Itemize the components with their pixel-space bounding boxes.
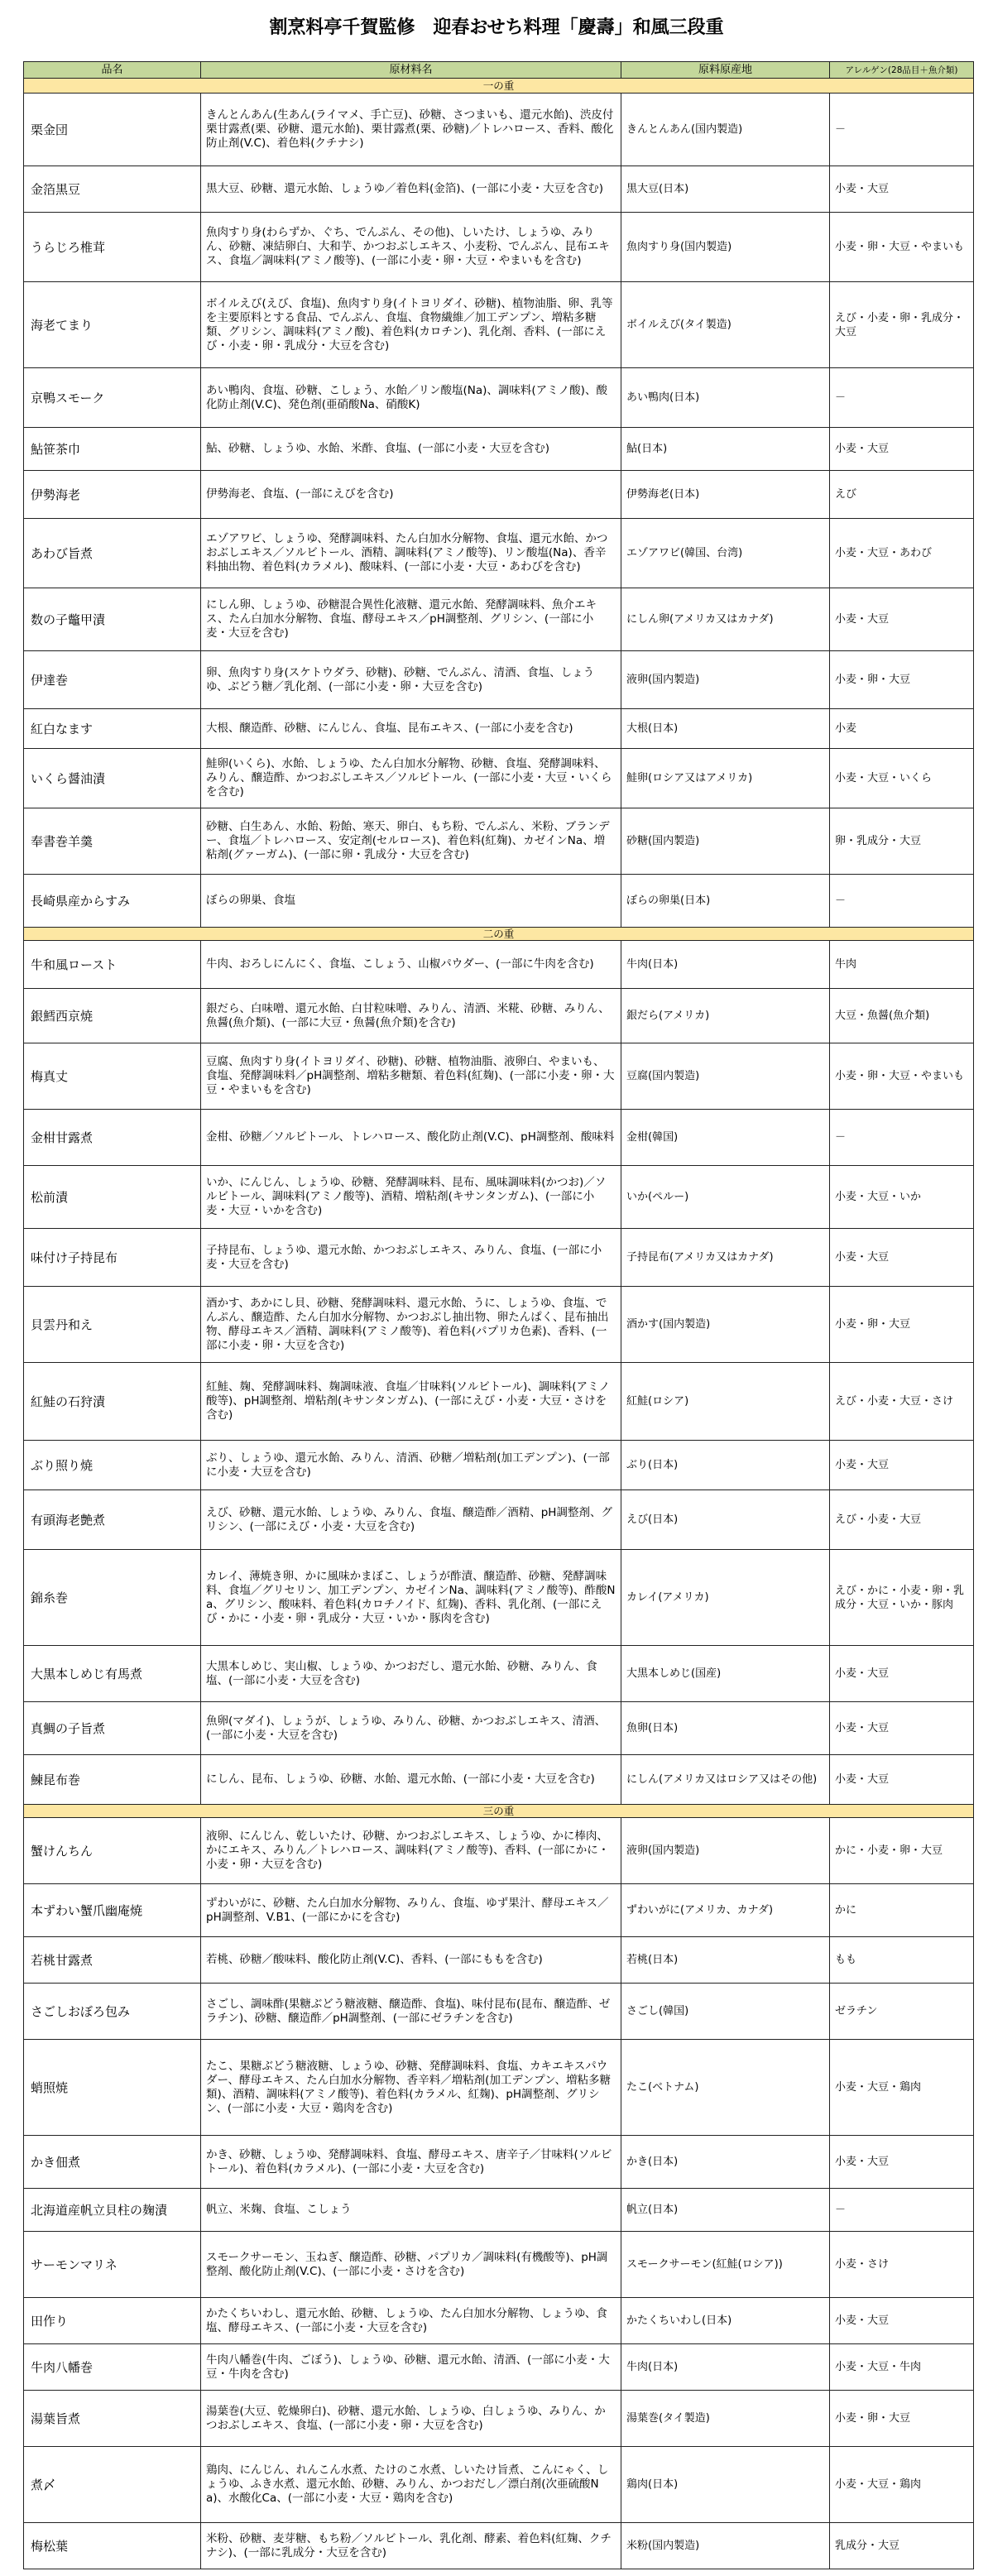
table-row xyxy=(24,519,974,588)
column-header-ingredients: 原材料名 xyxy=(201,62,621,79)
table-row xyxy=(24,749,974,808)
allergens-cell: えび・小麦・大豆 xyxy=(830,1490,974,1550)
section-label: 二の重 xyxy=(24,928,974,941)
ingredients-cell: 湯葉巻(大豆、乾燥卵白)、砂糖、還元水飴、しょうゆ、白しょうゆ、みりん、かつおぶしエキス、食塩、(一部に小麦・卵・大豆を含む) xyxy=(201,2391,621,2447)
item-name-cell: サーモンマリネ xyxy=(24,2232,201,2298)
origin-cell: スモークサーモン(紅鮭(ロシア)) xyxy=(621,2232,830,2298)
origin-cell: エゾアワビ(韓国、台湾) xyxy=(621,519,830,588)
origin-cell: きんとんあん(国内製造) xyxy=(621,94,830,166)
table-row xyxy=(24,941,974,989)
table-row xyxy=(24,2189,974,2232)
origin-cell: 米粉(国内製造) xyxy=(621,2523,830,2569)
table-row xyxy=(24,1755,974,1805)
header-row xyxy=(24,62,974,79)
item-name-cell: 伊勢海老 xyxy=(24,471,201,519)
ingredients-cell: にしん卵、しょうゆ、砂糖混合異性化液糖、還元水飴、発酵調味料、魚介エキス、たん白加水分解物、食塩、酵母エキス／pH調整剤、グリシン、(一部に小麦・大豆を含む) xyxy=(201,588,621,651)
item-name-cell: うらじろ椎茸 xyxy=(24,213,201,282)
ingredients-cell: 銀だら、白味噌、還元水飴、白甘粒味噌、みりん、清酒、米糀、砂糖、みりん、魚醤(魚介類)、(一部に大豆・魚醤(魚介類)を含む) xyxy=(201,989,621,1043)
section-label: 一の重 xyxy=(24,79,974,94)
section-header-row xyxy=(24,928,974,941)
ingredients-cell: えび、砂糖、還元水飴、しょうゆ、みりん、食塩、醸造酢／酒精、pH調整剤、グリシン、(一部にえび・小麦・大豆を含む) xyxy=(201,1490,621,1550)
ingredients-cell: 帆立、米麹、食塩、こしょう xyxy=(201,2189,621,2232)
table-row xyxy=(24,808,974,875)
allergens-cell: 小麦・大豆 xyxy=(830,166,974,213)
table-row xyxy=(24,471,974,519)
item-name-cell: 北海道産帆立貝柱の麹漬 xyxy=(24,2189,201,2232)
ingredients-cell: 酒かす、あかにし貝、砂糖、発酵調味料、還元水飴、うに、しょうゆ、食塩、でんぷん、醸造酢、たん白加水分解物、かつおぶし抽出物、卵たんぱく、昆布抽出物、酵母エキス／酒精、調味料(アミノ酸等)、着色料(パプリカ色素)、香料、(一部に小麦・卵・大豆を含む) xyxy=(201,1287,621,1363)
origin-cell: ボイルえび(タイ製造) xyxy=(621,282,830,368)
table-row xyxy=(24,1363,974,1441)
origin-cell: 牛肉(日本) xyxy=(621,941,830,989)
document-title: 割烹料亭千賀監修 迎春おせち料理「慶壽」和風三段重 xyxy=(269,17,724,38)
origin-cell: ぼらの卵巣(日本) xyxy=(621,875,830,928)
ingredients-cell: エゾアワビ、しょうゆ、発酵調味料、たん白加水分解物、食塩、還元水飴、かつおぶしエキス／ソルビトール、酒精、調味料(アミノ酸等)、リン酸塩(Na)、香辛料抽出物、着色料(カラメル)、酸味料、(一部に小麦・大豆・あわびを含む) xyxy=(201,519,621,588)
table-row xyxy=(24,2232,974,2298)
allergens-cell: かに xyxy=(830,1884,974,1937)
allergens-cell: 牛肉 xyxy=(830,941,974,989)
table-row xyxy=(24,709,974,749)
item-name-cell: いくら醤油漬 xyxy=(24,749,201,808)
item-name-cell: 本ずわい蟹爪幽庵焼 xyxy=(24,1884,201,1937)
allergens-cell: えび・小麦・大豆・さけ xyxy=(830,1363,974,1441)
ingredients-cell: 牛肉、おろしにんにく、食塩、こしょう、山椒パウダー、(一部に牛肉を含む) xyxy=(201,941,621,989)
allergens-cell: 小麦・大豆 xyxy=(830,2298,974,2344)
ingredients-cell: カレイ、薄焼き卵、かに風味かまぼこ、しょうが酢漬、醸造酢、砂糖、発酵調味料、食塩／グリセリン、加工デンプン、カゼインNa、調味料(アミノ酸等)、酢酸Na、グリシン、酸味料、着色料(カロチノイド、紅麹)、香料、乳化剤、(一部にえび・かに・小麦・卵・乳成分・大豆・いか・豚肉を含む) xyxy=(201,1550,621,1646)
item-name-cell: 真鯛の子旨煮 xyxy=(24,1702,201,1755)
origin-cell: 大黒本しめじ(国産) xyxy=(621,1646,830,1702)
ingredients-cell: 紅鮭、麹、発酵調味料、麹調味液、食塩／甘味料(ソルビトール)、調味料(アミノ酸等)、pH調整剤、増粘剤(キサンタンガム)、(一部にえび・小麦・大豆・さけを含む) xyxy=(201,1363,621,1441)
origin-cell: 鶏肉(日本) xyxy=(621,2447,830,2523)
allergens-cell: 小麦・大豆・鶏肉 xyxy=(830,2447,974,2523)
origin-cell: にしん卵(アメリカ又はカナダ) xyxy=(621,588,830,651)
allergens-cell: 小麦・大豆 xyxy=(830,1229,974,1287)
ingredients-cell: にしん、昆布、しょうゆ、砂糖、水飴、還元水飴、(一部に小麦・大豆を含む) xyxy=(201,1755,621,1805)
ingredients-cell: 若桃、砂糖／酸味料、酸化防止剤(V.C)、香料、(一部にももを含む) xyxy=(201,1937,621,1984)
table-row xyxy=(24,2298,974,2344)
ingredients-cell: 黒大豆、砂糖、還元水飴、しょうゆ／着色料(金箔)、(一部に小麦・大豆を含む) xyxy=(201,166,621,213)
item-name-cell: 紅白なます xyxy=(24,709,201,749)
allergens-cell: 小麦・大豆 xyxy=(830,1646,974,1702)
allergens-cell: － xyxy=(830,1110,974,1166)
allergens-cell: もも xyxy=(830,1937,974,1984)
allergens-cell: 小麦・大豆・牛肉 xyxy=(830,2344,974,2391)
allergens-cell: えび・かに・小麦・卵・乳成分・大豆・いか・豚肉 xyxy=(830,1550,974,1646)
item-name-cell: 銀鱈西京焼 xyxy=(24,989,201,1043)
item-name-cell: 松前漬 xyxy=(24,1166,201,1229)
origin-cell: たこ(ベトナム) xyxy=(621,2040,830,2136)
allergens-cell: 小麦・大豆・あわび xyxy=(830,519,974,588)
item-name-cell: 若桃甘露煮 xyxy=(24,1937,201,1984)
ingredients-cell: 砂糖、白生あん、水飴、粉飴、寒天、卵白、もち粉、でんぷん、米粉、ブランデー、食塩／トレハロース、安定剤(セルロース)、着色料(紅麹)、カゼインNa、増粘剤(グァーガム)、(一部に卵・乳成分・大豆を含む) xyxy=(201,808,621,875)
origin-cell: ずわいがに(アメリカ、カナダ) xyxy=(621,1884,830,1937)
allergens-cell: かに・小麦・卵・大豆 xyxy=(830,1818,974,1884)
ingredients-cell: 魚卵(マダイ)、しょうが、しょうゆ、みりん、砂糖、かつおぶしエキス、清酒、(一部に小麦・大豆を含む) xyxy=(201,1702,621,1755)
table-row xyxy=(24,875,974,928)
item-name-cell: 蛸照焼 xyxy=(24,2040,201,2136)
allergens-cell: 小麦・大豆 xyxy=(830,2136,974,2189)
table-header xyxy=(24,62,974,79)
origin-cell: 魚肉すり身(国内製造) xyxy=(621,213,830,282)
table-row xyxy=(24,368,974,428)
item-name-cell: 湯葉旨煮 xyxy=(24,2391,201,2447)
section-label: 三の重 xyxy=(24,1805,974,1818)
item-name-cell: 貝雲丹和え xyxy=(24,1287,201,1363)
origin-cell: 魚卵(日本) xyxy=(621,1702,830,1755)
item-name-cell: ぶり照り焼 xyxy=(24,1441,201,1490)
allergens-cell: － xyxy=(830,875,974,928)
item-name-cell: 牛和風ロースト xyxy=(24,941,201,989)
origin-cell: 液卵(国内製造) xyxy=(621,1818,830,1884)
item-name-cell: 金柑甘露煮 xyxy=(24,1110,201,1166)
ingredients-cell: 金柑、砂糖／ソルビトール、トレハロース、酸化防止剤(V.C)、pH調整剤、酸味料 xyxy=(201,1110,621,1166)
allergens-cell: 大豆・魚醤(魚介類) xyxy=(830,989,974,1043)
ingredients-cell: 鶏肉、にんじん、れんこん水煮、たけのこ水煮、しいたけ旨煮、こんにゃく、しょうゆ、ふき水煮、還元水飴、砂糖、みりん、かつおだし／漂白剤(次亜硫酸Na)、水酸化Ca、(一部に小麦・大豆・鶏肉を含む) xyxy=(201,2447,621,2523)
table-row xyxy=(24,1166,974,1229)
allergens-cell: 小麦・卵・大豆 xyxy=(830,651,974,709)
origin-cell: 紅鮭(ロシア) xyxy=(621,1363,830,1441)
table-body xyxy=(24,79,974,2569)
column-header-allergens: アレルゲン(28品目＋魚介類) xyxy=(830,62,974,79)
allergens-cell: ゼラチン xyxy=(830,1984,974,2040)
allergens-cell: － xyxy=(830,2189,974,2232)
table-row xyxy=(24,1287,974,1363)
ingredients-cell: ずわいがに、砂糖、たん白加水分解物、みりん、食塩、ゆず果汁、酵母エキス／pH調整剤、V.B1、(一部にかにを含む) xyxy=(201,1884,621,1937)
ingredients-cell: 伊勢海老、食塩、(一部にえびを含む) xyxy=(201,471,621,519)
ingredients-cell: 卵、魚肉すり身(スケトウダラ、砂糖)、砂糖、でんぷん、清酒、食塩、しょうゆ、ぶどう糖／乳化剤、(一部に小麦・卵・大豆を含む) xyxy=(201,651,621,709)
origin-cell: 黒大豆(日本) xyxy=(621,166,830,213)
origin-cell: えび(日本) xyxy=(621,1490,830,1550)
ingredients-cell: 牛肉八幡巻(牛肉、ごぼう)、しょうゆ、砂糖、還元水飴、清酒、(一部に小麦・大豆・牛肉を含む) xyxy=(201,2344,621,2391)
ingredients-cell: 米粉、砂糖、麦芽糖、もち粉／ソルビトール、乳化剤、酵素、着色料(紅麹、クチナシ)、(一部に乳成分・大豆を含む) xyxy=(201,2523,621,2569)
ingredients-cell: たこ、果糖ぶどう糖液糖、しょうゆ、砂糖、発酵調味料、食塩、カキエキスパウダー、酵母エキス、たん白加水分解物、香辛料／増粘剤(加工デンプン、増粘多糖類)、酒精、調味料(アミノ酸等)、着色料(カラメル、紅麹)、pH調整剤、グリシン、(一部に小麦・大豆・鶏肉を含む) xyxy=(201,2040,621,2136)
allergens-cell: 小麦・さけ xyxy=(830,2232,974,2298)
origin-cell: ぶり(日本) xyxy=(621,1441,830,1490)
table-row xyxy=(24,2344,974,2391)
item-name-cell: 伊達巻 xyxy=(24,651,201,709)
table-row xyxy=(24,2447,974,2523)
item-name-cell: 鮎笹茶巾 xyxy=(24,428,201,471)
table-row xyxy=(24,1229,974,1287)
ingredients-cell: 子持昆布、しょうゆ、還元水飴、かつおぶしエキス、みりん、食塩、(一部に小麦・大豆を含む) xyxy=(201,1229,621,1287)
ingredients-cell: かき、砂糖、しょうゆ、発酵調味料、食塩、酵母エキス、唐辛子／甘味料(ソルビトール)、着色料(カラメル)、(一部に小麦・大豆を含む) xyxy=(201,2136,621,2189)
table-row xyxy=(24,1550,974,1646)
table-row xyxy=(24,213,974,282)
origin-cell: 伊勢海老(日本) xyxy=(621,471,830,519)
origin-cell: 鮎(日本) xyxy=(621,428,830,471)
ingredients-cell: いか、にんじん、しょうゆ、砂糖、発酵調味料、昆布、風味調味料(かつお)／ソルビトール、調味料(アミノ酸等)、酒精、増粘剤(キサンタンガム)、(一部に小麦・大豆・いかを含む) xyxy=(201,1166,621,1229)
allergens-cell: 小麦・大豆 xyxy=(830,428,974,471)
ingredients-cell: さごし、調味酢(果糖ぶどう糖液糖、醸造酢、食塩)、味付昆布(昆布、醸造酢、ゼラチン)、砂糖、醸造酢／pH調整剤、(一部にゼラチンを含む) xyxy=(201,1984,621,2040)
item-name-cell: 鰊昆布巻 xyxy=(24,1755,201,1805)
allergens-cell: 小麦・卵・大豆 xyxy=(830,2391,974,2447)
table-row xyxy=(24,94,974,166)
table-row xyxy=(24,588,974,651)
item-name-cell: 煮〆 xyxy=(24,2447,201,2523)
table-row xyxy=(24,989,974,1043)
section-header-row xyxy=(24,79,974,94)
ingredients-cell: 大黒本しめじ、実山椒、しょうゆ、かつおだし、還元水飴、砂糖、みりん、食塩、(一部に小麦・大豆を含む) xyxy=(201,1646,621,1702)
origin-cell: 金柑(韓国) xyxy=(621,1110,830,1166)
allergens-cell: 小麦・大豆・鶏肉 xyxy=(830,2040,974,2136)
allergens-cell: － xyxy=(830,94,974,166)
item-name-cell: 錦糸巻 xyxy=(24,1550,201,1646)
item-name-cell: 海老てまり xyxy=(24,282,201,368)
ingredients-cell: 鮭卵(いくら)、水飴、しょうゆ、たん白加水分解物、砂糖、食塩、発酵調味料、みりん、醸造酢、かつおぶしエキス／ソルビトール、(一部に小麦・大豆・いくらを含む) xyxy=(201,749,621,808)
ingredients-table xyxy=(23,61,974,2569)
table-row xyxy=(24,428,974,471)
table-row xyxy=(24,1043,974,1110)
allergens-cell: 小麦・大豆 xyxy=(830,1702,974,1755)
origin-cell: 牛肉(日本) xyxy=(621,2344,830,2391)
allergens-cell: 小麦・卵・大豆・やまいも xyxy=(830,1043,974,1110)
allergens-cell: 小麦・大豆 xyxy=(830,1441,974,1490)
item-name-cell: 長崎県産からすみ xyxy=(24,875,201,928)
table-row xyxy=(24,1818,974,1884)
item-name-cell: 田作り xyxy=(24,2298,201,2344)
origin-cell: 大根(日本) xyxy=(621,709,830,749)
item-name-cell: かき佃煮 xyxy=(24,2136,201,2189)
allergens-cell: えび xyxy=(830,471,974,519)
table-row xyxy=(24,1646,974,1702)
origin-cell: かたくちいわし(日本) xyxy=(621,2298,830,2344)
origin-cell: 子持昆布(アメリカ又はカナダ) xyxy=(621,1229,830,1287)
item-name-cell: 蟹けんちん xyxy=(24,1818,201,1884)
origin-cell: カレイ(アメリカ) xyxy=(621,1550,830,1646)
allergens-cell: 乳成分・大豆 xyxy=(830,2523,974,2569)
item-name-cell: 紅鮭の石狩漬 xyxy=(24,1363,201,1441)
allergens-cell: 小麦・大豆 xyxy=(830,1755,974,1805)
item-name-cell: 牛肉八幡巻 xyxy=(24,2344,201,2391)
origin-cell: 銀だら(アメリカ) xyxy=(621,989,830,1043)
allergens-cell: 小麦・大豆 xyxy=(830,588,974,651)
item-name-cell: 栗金団 xyxy=(24,94,201,166)
section-header-row xyxy=(24,1805,974,1818)
origin-cell: 若桃(日本) xyxy=(621,1937,830,1984)
table-row xyxy=(24,2040,974,2136)
column-header-name: 品名 xyxy=(24,62,201,79)
item-name-cell: 有頭海老艶煮 xyxy=(24,1490,201,1550)
allergens-cell: 小麦・大豆・いくら xyxy=(830,749,974,808)
item-name-cell: 奉書巻羊羹 xyxy=(24,808,201,875)
item-name-cell: 京鴨スモーク xyxy=(24,368,201,428)
ingredients-cell: ぼらの卵巣、食塩 xyxy=(201,875,621,928)
origin-cell: 湯葉巻(タイ製造) xyxy=(621,2391,830,2447)
table-row xyxy=(24,282,974,368)
ingredients-cell: 豆腐、魚肉すり身(イトヨリダイ、砂糖)、砂糖、植物油脂、液卵白、やまいも、食塩、発酵調味料／pH調整剤、増粘多糖類、着色料(紅麹)、(一部に小麦・卵・大豆・やまいもを含む) xyxy=(201,1043,621,1110)
column-header-origin: 原料原産地 xyxy=(621,62,830,79)
origin-cell: 砂糖(国内製造) xyxy=(621,808,830,875)
table-row xyxy=(24,1884,974,1937)
origin-cell: 帆立(日本) xyxy=(621,2189,830,2232)
allergens-cell: えび・小麦・卵・乳成分・大豆 xyxy=(830,282,974,368)
origin-cell: 豆腐(国内製造) xyxy=(621,1043,830,1110)
table-row xyxy=(24,651,974,709)
origin-cell: 液卵(国内製造) xyxy=(621,651,830,709)
origin-cell: かき(日本) xyxy=(621,2136,830,2189)
allergens-cell: 小麦・大豆・いか xyxy=(830,1166,974,1229)
table-row xyxy=(24,166,974,213)
item-name-cell: 大黒本しめじ有馬煮 xyxy=(24,1646,201,1702)
origin-cell: さごし(韓国) xyxy=(621,1984,830,2040)
item-name-cell: 味付け子持昆布 xyxy=(24,1229,201,1287)
item-name-cell: 数の子鼈甲漬 xyxy=(24,588,201,651)
ingredients-cell: きんとんあん(生あん(ライマメ、手亡豆)、砂糖、さつまいも、還元水飴)、渋皮付栗甘露煮(栗、砂糖、還元水飴)、栗甘露煮(栗、砂糖)／トレハロース、香料、酸化防止剤(V.C)、着色料(クチナシ) xyxy=(201,94,621,166)
allergens-cell: 小麦 xyxy=(830,709,974,749)
origin-cell: にしん(アメリカ又はロシア又はその他) xyxy=(621,1755,830,1805)
table-row xyxy=(24,1702,974,1755)
ingredients-cell: かたくちいわし、還元水飴、砂糖、しょうゆ、たん白加水分解物、しょうゆ、食塩、酵母エキス、(一部に小麦・大豆を含む) xyxy=(201,2298,621,2344)
table-row xyxy=(24,1937,974,1984)
ingredients-cell: スモークサーモン、玉ねぎ、醸造酢、砂糖、パプリカ／調味料(有機酸等)、pH調整剤、酸化防止剤(V.C)、(一部に小麦・さけを含む) xyxy=(201,2232,621,2298)
item-name-cell: 梅真丈 xyxy=(24,1043,201,1110)
item-name-cell: あわび旨煮 xyxy=(24,519,201,588)
allergens-cell: 小麦・卵・大豆 xyxy=(830,1287,974,1363)
ingredients-cell: 液卵、にんじん、乾しいたけ、砂糖、かつおぶしエキス、しょうゆ、かに棒肉、かにエキス、みりん／トレハロース、調味料(アミノ酸等)、香料、(一部にかに・小麦・卵・大豆を含む) xyxy=(201,1818,621,1884)
allergens-cell: 小麦・卵・大豆・やまいも xyxy=(830,213,974,282)
allergens-cell: 卵・乳成分・大豆 xyxy=(830,808,974,875)
ingredients-cell: 大根、醸造酢、砂糖、にんじん、食塩、昆布エキス、(一部に小麦を含む) xyxy=(201,709,621,749)
origin-cell: あい鴨肉(日本) xyxy=(621,368,830,428)
item-name-cell: さごしおぼろ包み xyxy=(24,1984,201,2040)
table-row xyxy=(24,1441,974,1490)
ingredients-cell: 魚肉すり身(わらずか、ぐち、でんぷん、その他)、しいたけ、しょうゆ、みりん、砂糖、凍結卵白、大和芋、かつおぶしエキス、小麦粉、でんぷん、昆布エキス、食塩／調味料(アミノ酸等)、(一部に小麦・卵・大豆・やまいもを含む) xyxy=(201,213,621,282)
table-row xyxy=(24,2391,974,2447)
ingredients-cell: ぶり、しょうゆ、還元水飴、みりん、清酒、砂糖／増粘剤(加工デンプン)、(一部に小麦・大豆を含む) xyxy=(201,1441,621,1490)
table-row xyxy=(24,1110,974,1166)
ingredients-cell: ボイルえび(えび、食塩)、魚肉すり身(イトヨリダイ、砂糖)、植物油脂、卵、乳等を主要原料とする食品、でんぷん、食塩、食物繊維／加工デンプン、増粘多糖類、グリシン、調味料(アミノ酸)、着色料(カロチン)、乳化剤、香料、(一部にえび・小麦・卵・乳成分・大豆を含む) xyxy=(201,282,621,368)
table-row xyxy=(24,1490,974,1550)
item-name-cell: 金箔黒豆 xyxy=(24,166,201,213)
table-row xyxy=(24,2523,974,2569)
origin-cell: いか(ペルー) xyxy=(621,1166,830,1229)
table-row xyxy=(24,1984,974,2040)
table-row xyxy=(24,2136,974,2189)
allergens-cell: － xyxy=(830,368,974,428)
origin-cell: 酒かす(国内製造) xyxy=(621,1287,830,1363)
ingredients-cell: 鮎、砂糖、しょうゆ、水飴、米酢、食塩、(一部に小麦・大豆を含む) xyxy=(201,428,621,471)
item-name-cell: 梅松葉 xyxy=(24,2523,201,2569)
origin-cell: 鮭卵(ロシア又はアメリカ) xyxy=(621,749,830,808)
ingredients-cell: あい鴨肉、食塩、砂糖、こしょう、水飴／リン酸塩(Na)、調味料(アミノ酸)、酸化防止剤(V.C)、発色剤(亜硝酸Na、硝酸K) xyxy=(201,368,621,428)
